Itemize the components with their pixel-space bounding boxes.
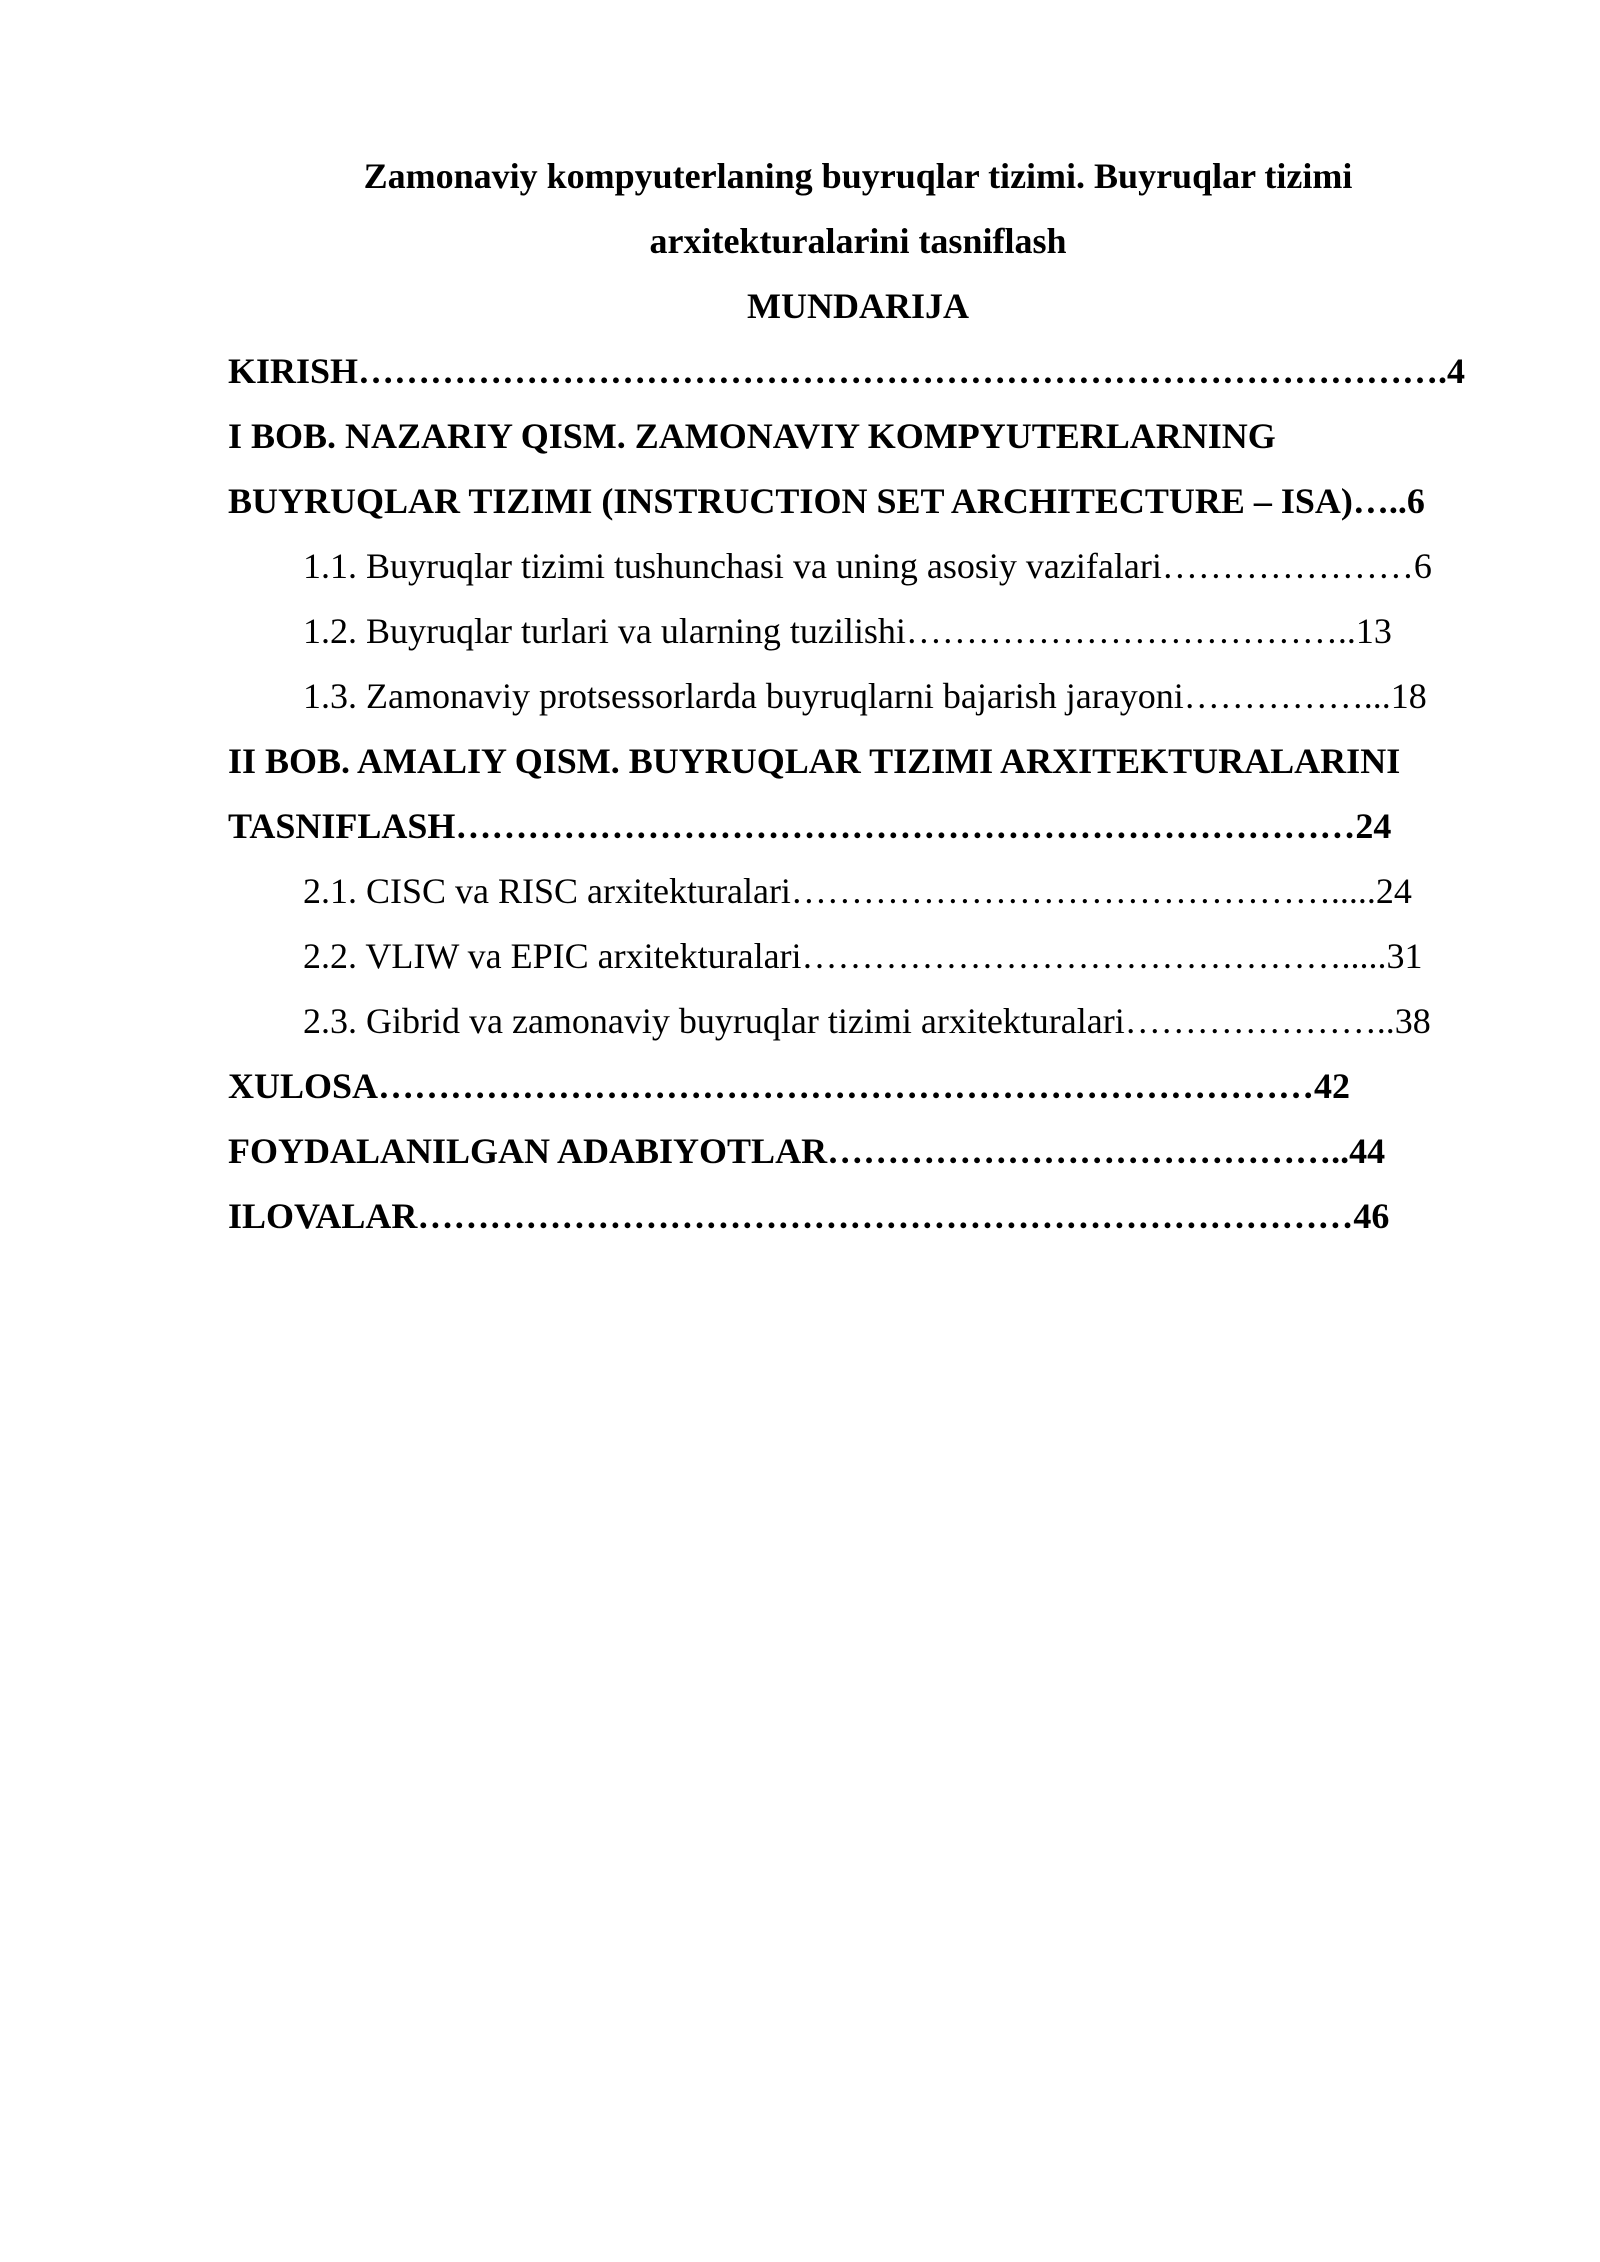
toc-entry-2-3[interactable]: 2.3. Gibrid va zamonaviy buyruqlar tizimi arxitekturalari…………………..38 [303, 1001, 1431, 1041]
toc-entry-chapter-2-line-2[interactable]: TASNIFLASH…………………………………………………………………24 [228, 806, 1392, 846]
toc-entry-kirish[interactable]: KIRISH……………………………………………………………………………….4 [228, 351, 1466, 391]
toc-entry-xulosa[interactable]: XULOSA……………………………………………………………………42 [228, 1066, 1351, 1106]
toc-entry-chapter-2-line-1[interactable]: II BOB. AMALIY QISM. BUYRUQLAR TIZIMI ARXITEKTURALARINI [228, 741, 1401, 781]
document-title-line-2: arxitekturalarini tasniflash [649, 221, 1067, 261]
toc-heading: MUNDARIJA [747, 286, 969, 326]
toc-entry-2-1[interactable]: 2.1. CISC va RISC arxitekturalari……………………………………….....24 [303, 871, 1412, 911]
toc-entry-ilovalar[interactable]: ILOVALAR……………………………………………………………………46 [228, 1196, 1390, 1236]
toc-entry-adabiyotlar[interactable]: FOYDALANILGAN ADABIYOTLAR……………………………………..44 [228, 1131, 1386, 1171]
toc-entry-1-3[interactable]: 1.3. Zamonaviy protsessorlarda buyruqlarni bajarish jarayoni……………...18 [303, 676, 1427, 716]
document-title-line-1: Zamonaviy kompyuterlaning buyruqlar tizimi. Buyruqlar tizimi [363, 156, 1353, 196]
toc-entry-1-1[interactable]: 1.1. Buyruqlar tizimi tushunchasi va uning asosiy vazifalari…………………6 [303, 546, 1432, 586]
toc-entry-chapter-1-line-2[interactable]: BUYRUQLAR TIZIMI (INSTRUCTION SET ARCHITECTURE – ISA)…..6 [228, 481, 1425, 521]
toc-entry-chapter-1-line-1[interactable]: I BOB. NAZARIY QISM. ZAMONAVIY KOMPYUTERLARNING [228, 416, 1276, 456]
toc-entry-2-2[interactable]: 2.2. VLIW va EPIC arxitekturalari……………………………………….....31 [303, 936, 1423, 976]
toc-entry-1-2[interactable]: 1.2. Buyruqlar turlari va ularning tuzilishi………………………………..13 [303, 611, 1392, 651]
